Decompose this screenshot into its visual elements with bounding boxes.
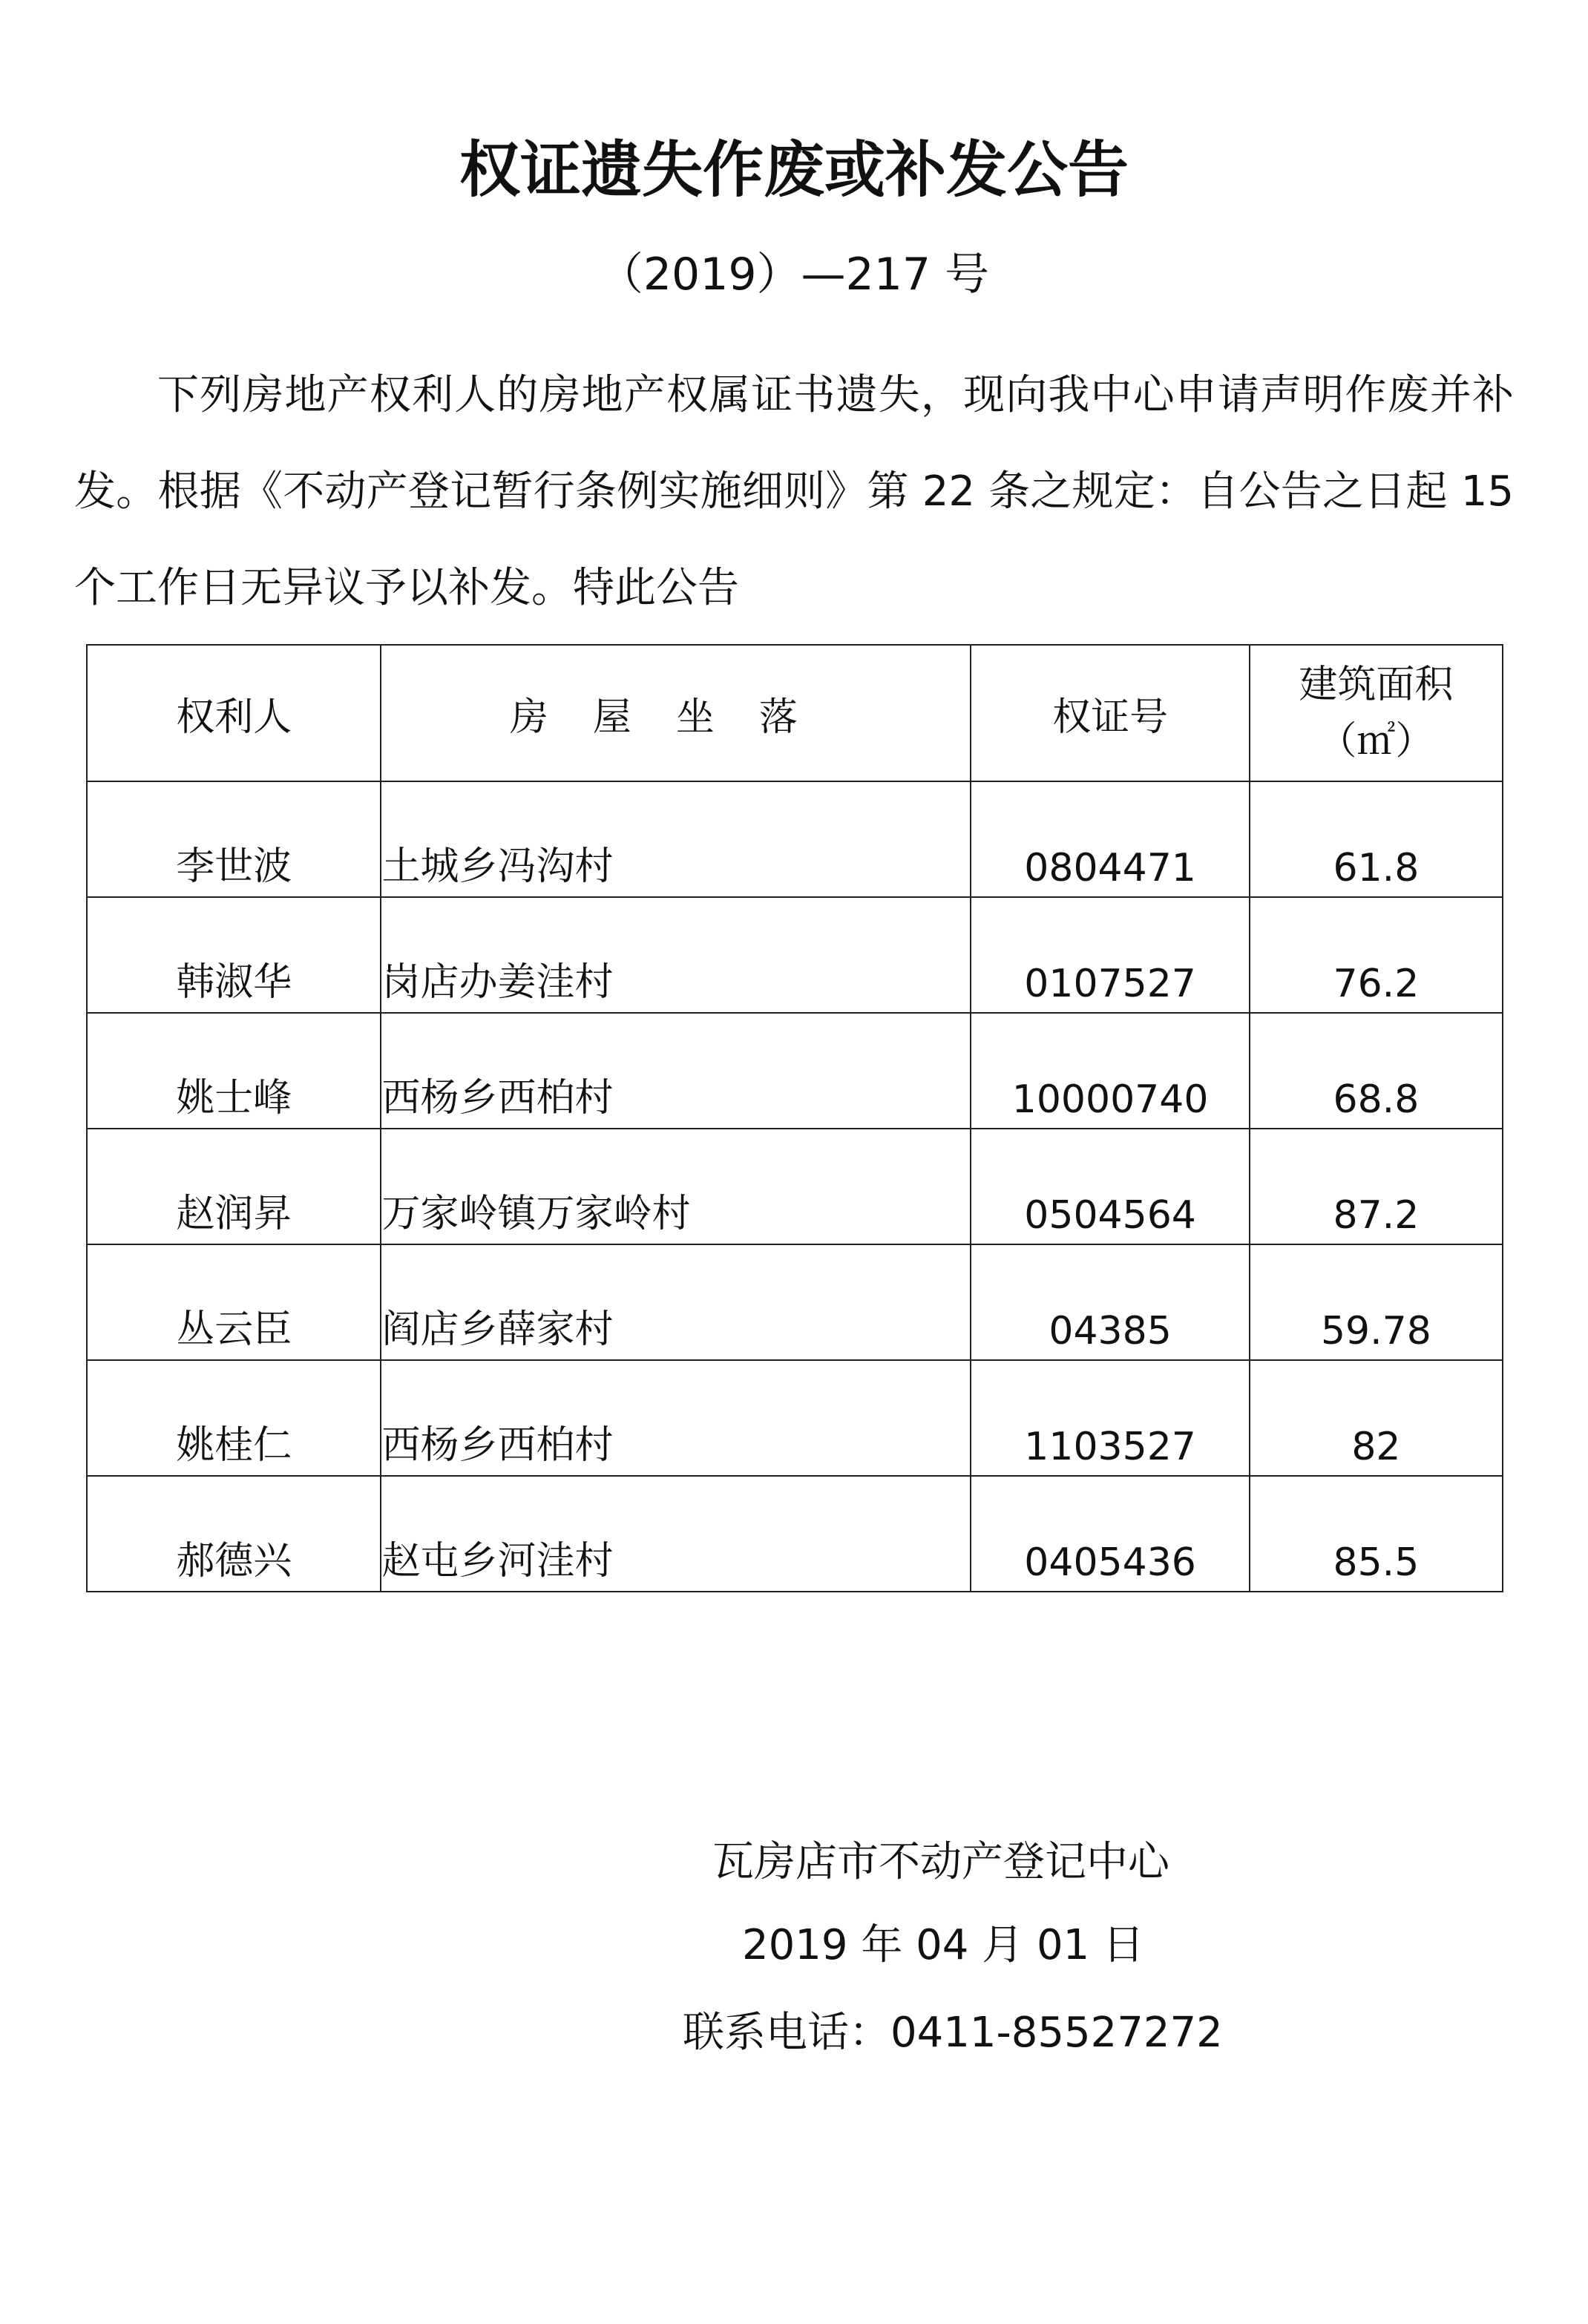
notice-number: （2019）—217 号 — [598, 249, 990, 301]
table-row — [87, 897, 1503, 1013]
cell-area: 85.5 — [1250, 1476, 1503, 1592]
table-row — [87, 1476, 1503, 1592]
certificate-table — [86, 644, 1503, 1592]
cell-area: 59.78 — [1250, 1244, 1503, 1360]
header-location: 房屋坐落 — [381, 645, 971, 781]
cell-location: 土城乡冯沟村 — [381, 781, 971, 897]
table-row — [87, 1244, 1503, 1360]
table-row — [87, 781, 1503, 897]
cell-location: 西杨乡西柏村 — [381, 1013, 971, 1129]
cell-cert-no: 0804471 — [971, 781, 1250, 897]
cell-area: 82 — [1250, 1360, 1503, 1476]
cell-holder: 韩淑华 — [87, 897, 381, 1013]
cell-cert-no: 0107527 — [971, 897, 1250, 1013]
cell-location: 西杨乡西柏村 — [381, 1360, 971, 1476]
table-row — [87, 1013, 1503, 1129]
cell-holder: 姚桂仁 — [87, 1360, 381, 1476]
cell-holder: 丛云臣 — [87, 1244, 381, 1360]
cell-area: 68.8 — [1250, 1013, 1503, 1129]
header-cert-no: 权证号 — [971, 645, 1250, 781]
cell-cert-no: 0405436 — [971, 1476, 1250, 1592]
cell-location: 赵屯乡河洼村 — [381, 1476, 971, 1592]
cell-cert-no: 10000740 — [971, 1013, 1250, 1129]
notice-body: 下列房地产权利人的房地产权属证书遗失，现向我中心申请声明作废并补发。根据《不动产登记暂行条例实施细则》第 22 条之规定：自公告之日起 15 个工作日无异议予以补发。特此公告 — [74, 371, 1514, 612]
cell-area: 76.2 — [1250, 897, 1503, 1013]
cell-location: 万家岭镇万家岭村 — [381, 1129, 971, 1244]
cell-holder: 姚士峰 — [87, 1013, 381, 1129]
notice-title: 权证遗失作废或补发公告 — [459, 135, 1129, 206]
cell-holder: 李世波 — [87, 781, 381, 897]
cell-location: 阎店乡薛家村 — [381, 1244, 971, 1360]
header-area — [1250, 645, 1503, 781]
cell-location: 岗店办姜洼村 — [381, 897, 971, 1013]
cell-holder: 郝德兴 — [87, 1476, 381, 1592]
header-area-unit: （㎡） — [1318, 719, 1434, 764]
cell-area: 87.2 — [1250, 1129, 1503, 1244]
header-holder: 权利人 — [87, 645, 381, 781]
issuing-organization: 瓦房店市不动产登记中心 — [712, 1838, 1169, 1886]
contact-phone: 联系电话：0411-85527272 — [683, 2009, 1223, 2057]
cell-area: 61.8 — [1250, 781, 1503, 897]
table-row — [87, 1129, 1503, 1244]
cell-cert-no: 04385 — [971, 1244, 1250, 1360]
issue-date: 2019 年 04 月 01 日 — [742, 1921, 1145, 1969]
cell-cert-no: 0504564 — [971, 1129, 1250, 1244]
cell-cert-no: 1103527 — [971, 1360, 1250, 1476]
table-header-row — [87, 645, 1503, 781]
table-row — [87, 1360, 1503, 1476]
cell-holder: 赵润昇 — [87, 1129, 381, 1244]
header-area-label: 建筑面积 — [1299, 663, 1454, 707]
